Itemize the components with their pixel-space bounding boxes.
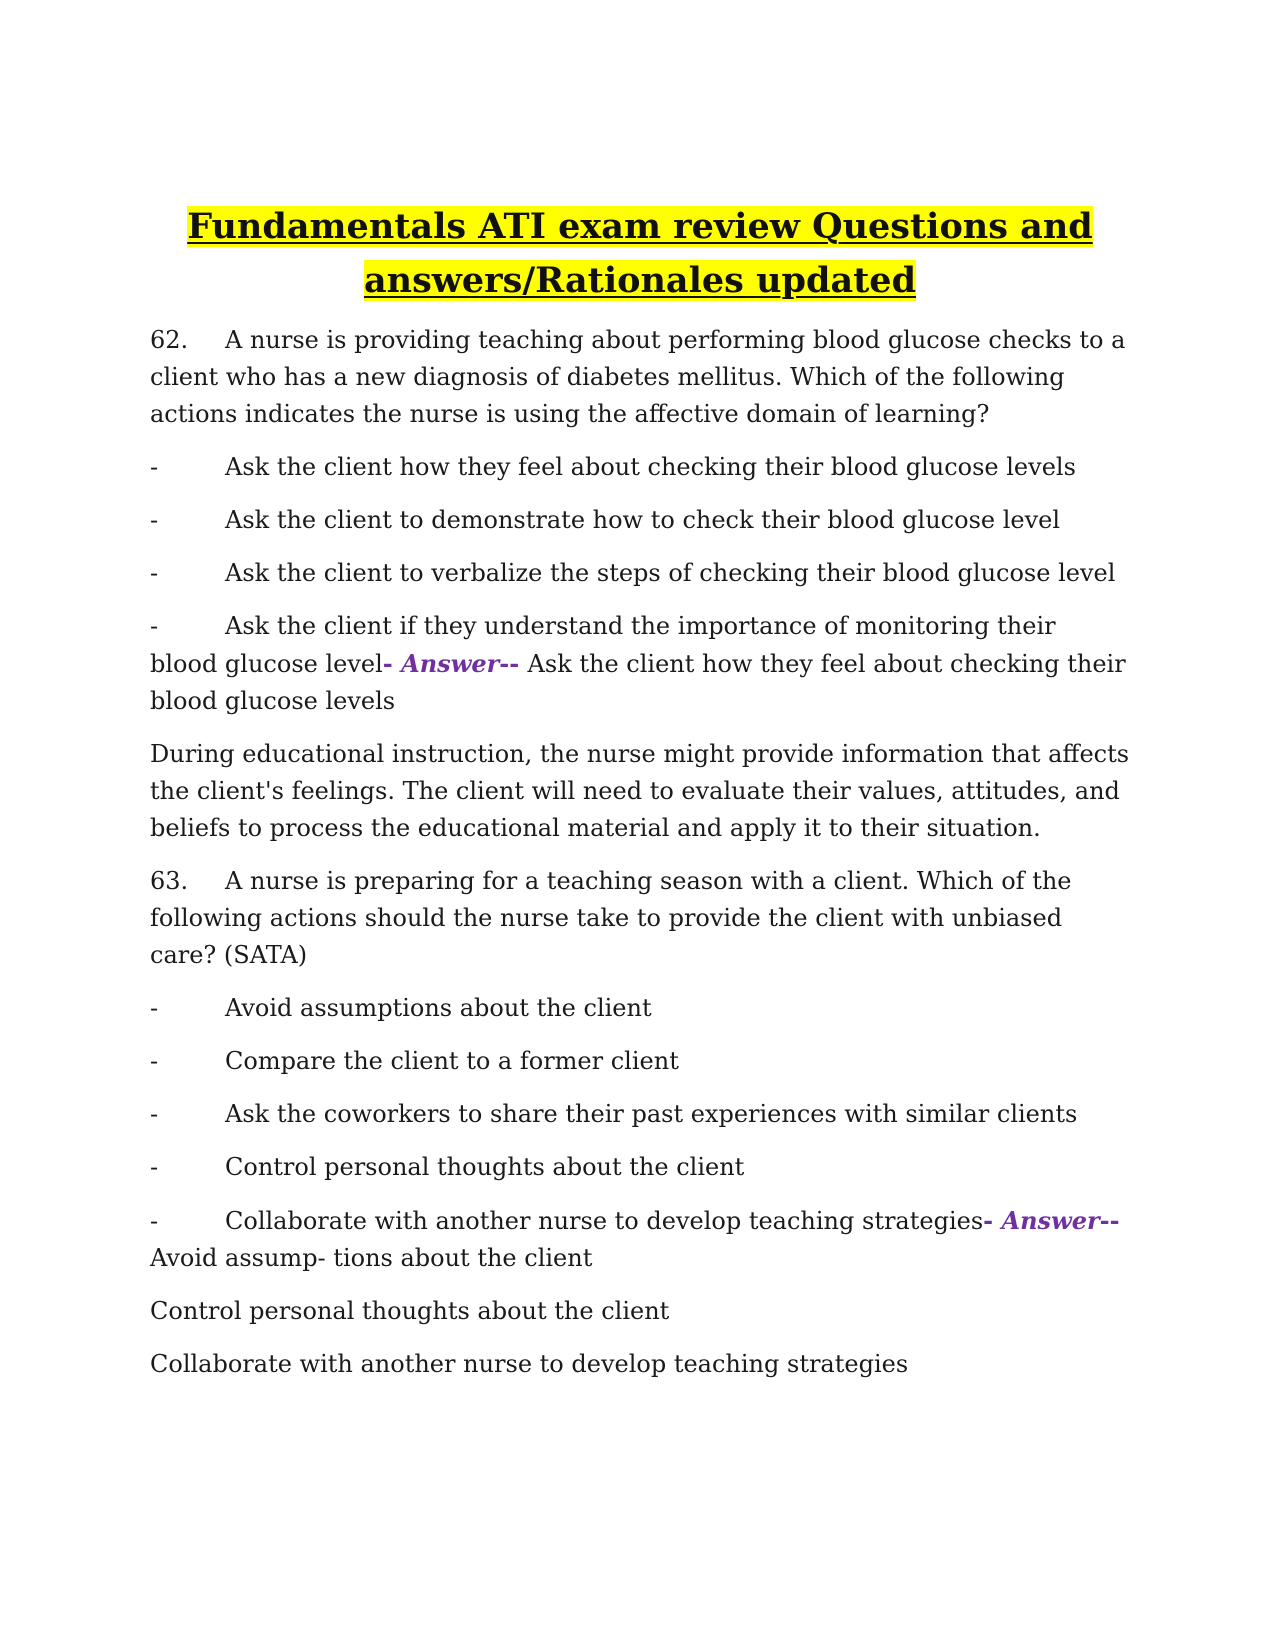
question-number: 62. — [150, 326, 189, 354]
option-bullet: - — [150, 1100, 159, 1128]
question-text: A nurse is providing teaching about performing blood glucose checks to a client who has a new diagnosis of diabetes mellitus. Which of the following actions indicates the nurse is using the affective domain of learning? — [150, 326, 1126, 428]
option-text: Avoid assumptions about the client — [225, 994, 652, 1022]
option-text: Control personal thoughts about the client — [225, 1153, 745, 1181]
question-62-stem — [150, 322, 1130, 433]
option-item — [150, 1043, 1130, 1080]
option-bullet: - — [150, 1153, 159, 1181]
option-text: Ask the client if they understand the importance of monitoring their blood glucose level — [150, 612, 1056, 678]
option-text: Ask the client how they feel about checking their blood glucose levels — [225, 453, 1076, 481]
question-63-stem — [150, 863, 1130, 974]
answer-text: Avoid assump- tions about the client — [150, 1244, 593, 1272]
document-body — [150, 322, 1130, 1399]
option-text: Ask the coworkers to share their past experiences with similar clients — [225, 1100, 1078, 1128]
answer-text: Ask the client how they feel about checking their blood glucose levels — [150, 650, 1126, 715]
option-item — [150, 502, 1130, 539]
option-bullet: - — [150, 1207, 159, 1235]
option-text: Compare the client to a former client — [225, 1047, 679, 1075]
option-bullet: - — [150, 612, 159, 640]
answer-label: Answer — [401, 649, 500, 678]
option-bullet: - — [150, 453, 159, 481]
title-line-1: Fundamentals ATI exam review Questions and — [187, 206, 1093, 247]
option-text: Collaborate with another nurse to develop teaching strategies — [225, 1207, 984, 1235]
option-bullet: - — [150, 506, 159, 534]
option-text: Ask the client to demonstrate how to check their blood glucose level — [225, 506, 1061, 534]
answer-line: Collaborate with another nurse to develop teaching strategies — [150, 1350, 909, 1378]
option-bullet: - — [150, 1047, 159, 1075]
option-item — [150, 1149, 1130, 1186]
option-bullet: - — [150, 994, 159, 1022]
question-text: A nurse is preparing for a teaching season with a client. Which of the following actions should the nurse take to provide the client with unbiased care? (SATA) — [150, 867, 1072, 969]
option-item — [150, 449, 1130, 486]
answer-label: Answer — [1001, 1206, 1100, 1235]
option-bullet: - — [150, 559, 159, 587]
option-item — [150, 990, 1130, 1027]
answer-line: Control personal thoughts about the client — [150, 1297, 670, 1325]
document-title — [150, 200, 1130, 308]
option-text: Ask the client to verbalize the steps of checking their blood glucose level — [225, 559, 1116, 587]
option-item-with-answer: - Collaborate with another nurse to develop teaching strategies- Answer-- Avoid assump- tions about the client — [150, 1202, 1130, 1277]
option-item-with-answer: - Ask the client if they understand the importance of monitoring their blood glucose level- Answer-- Ask the client how they feel about checking their blood glucose levels — [150, 608, 1130, 720]
rationale: During educational instruction, the nurse might provide information that affects the client's feelings. The client will need to evaluate their values, attitudes, and beliefs to process the educational material and apply it to their situation. — [150, 740, 1130, 842]
question-number: 63. — [150, 867, 189, 895]
option-item — [150, 1096, 1130, 1133]
title-line-2: answers/Rationales updated — [363, 260, 917, 301]
option-item — [150, 555, 1130, 592]
